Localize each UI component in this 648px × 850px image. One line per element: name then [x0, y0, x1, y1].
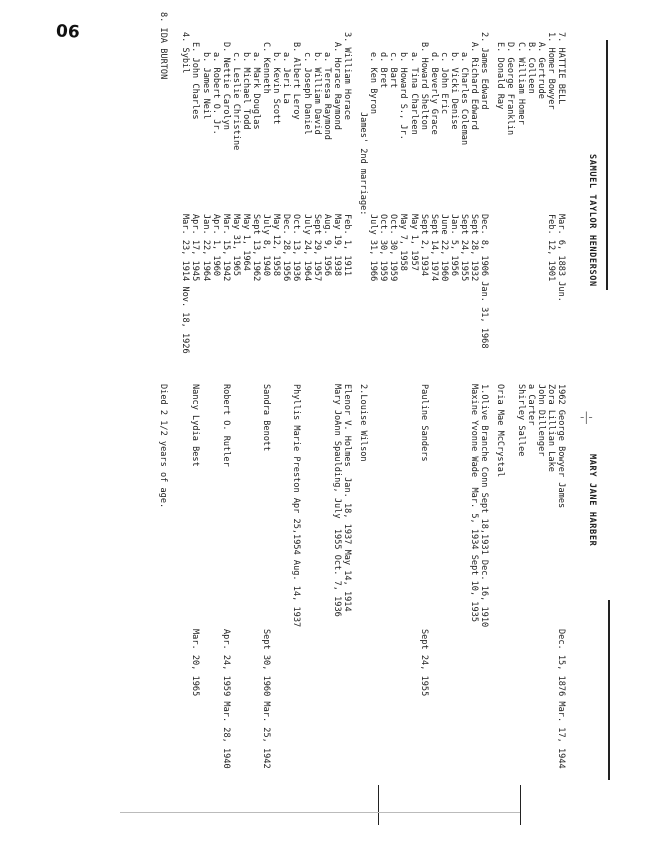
- record-name: b. Kevin Scott: [271, 52, 282, 125]
- record-date: May 1, 1964: [241, 214, 251, 271]
- record-date: Jan. 5, 1956: [449, 214, 459, 277]
- record-name: A. Richard Edward: [469, 42, 480, 130]
- record-name: d. Bret: [378, 52, 389, 89]
- record-date: Mar. 6, 1883 Jun.: [556, 214, 566, 302]
- record-spouse-dates: Dec. 15, 1876 Mar. 17, 1944: [556, 629, 566, 769]
- record-name: 3. William Horace: [342, 32, 352, 120]
- record-name: c. Bart: [388, 52, 399, 89]
- record-name: B. Albert Leroy: [291, 42, 302, 120]
- record-name: a. Jeri La: [281, 52, 292, 104]
- record-date: Oct. 13, 1936: [291, 214, 302, 282]
- record-date: Sept 28, 1932: [469, 214, 480, 282]
- margin-rule-top: [606, 40, 608, 290]
- record-name: A. Horace Raymond: [331, 42, 342, 130]
- record-name: 7. HATTIE BELL: [556, 32, 566, 105]
- record-name: e. Ken Byron: [368, 52, 379, 115]
- record-name: D. Nettie Carolyn: [220, 42, 231, 130]
- record-date: Dec. 28, 1956: [281, 214, 292, 282]
- record-spouse: a Carter: [525, 384, 536, 426]
- record-name: E. Donald Ray: [495, 42, 506, 110]
- record-date: May 19, 1938: [331, 214, 342, 277]
- record-date: May 1, 1957: [408, 214, 419, 271]
- record-name: c. Leslie Christine: [230, 52, 241, 151]
- record-name: a. Charles Coleman: [459, 52, 470, 146]
- record-name: c. John Eric: [438, 52, 449, 115]
- record-name: b. Howard S., Jr.: [398, 52, 409, 140]
- record-date: Apr. 17, 1945: [190, 214, 201, 282]
- record-spouse: Phyllis Marie Preston Apr 25,1954 Aug. 14, 1937: [291, 384, 302, 628]
- record-date: Oct. 30, 1959: [388, 214, 399, 282]
- record-name: A. Gertrude: [535, 42, 546, 99]
- record-date: Apr. 1, 1960: [210, 214, 221, 277]
- record-spouse: Oria Mae McCrystal: [495, 384, 506, 478]
- record-date: Sept 13, 1962: [251, 214, 262, 282]
- record-spouse: Nancy Lydia Best: [190, 384, 201, 467]
- record-name: B. Howard Shelton: [418, 42, 429, 130]
- record-name: 8. IDA BURTON: [158, 12, 169, 80]
- record-spouse-dates: Apr. 24, 1959 Mar. 28, 1940: [220, 629, 231, 769]
- record-date: Aug. 9, 1956: [321, 214, 332, 277]
- record-name: a. Mark Douglas: [251, 52, 262, 130]
- record-spouse: John Dillenger: [535, 384, 546, 457]
- record-spouse: Robert O. Rutler: [220, 384, 231, 467]
- record-name: C. Kenneth: [261, 42, 272, 94]
- record-name: a. Robert O. Jr.: [210, 52, 221, 135]
- page-number: 06: [55, 21, 81, 43]
- record-name: b. Vicki Denise: [449, 52, 459, 130]
- father-heading: SAMUEL TAYLOR HENDERSON: [587, 154, 597, 287]
- record-date: July 31, 1966: [368, 214, 379, 282]
- record-name: b. Michael Todd: [241, 52, 251, 130]
- record-name: 4. Sybil: [180, 32, 191, 74]
- margin-rule-bottom: [608, 600, 610, 780]
- record-date: Feb. 12, 1901: [545, 214, 556, 282]
- record-date: Jan. 22, 1964: [200, 214, 211, 282]
- record-spouse-dates: Sept 30, 1960 Mar. 25, 1942: [261, 629, 272, 769]
- record-name: a. Teresa Raymond: [321, 52, 332, 140]
- record-name: C. William Homer: [515, 42, 526, 125]
- rotated-content: [0, 12, 600, 824]
- record-spouse: 1962 George Bowyer James: [556, 384, 566, 509]
- record-spouse: Sandra Benott: [261, 384, 272, 452]
- record-name: D. George Franklin: [505, 42, 516, 136]
- record-name: b. James Neil: [200, 52, 211, 120]
- record-name: B. Colleen: [525, 42, 536, 94]
- punch-mark: -|-: [580, 410, 593, 424]
- record-name: 1. Homer Bowyer: [545, 32, 556, 110]
- record-date: Mar. 23, 1914 Nov. 18, 1926: [180, 214, 191, 354]
- record-date: May 31, 1965: [230, 214, 241, 277]
- record-name: E. John Charles: [190, 42, 201, 120]
- record-date: Sept 14, 1974: [428, 214, 439, 282]
- record-spouse: Pauline Sanders: [418, 384, 429, 462]
- mother-heading: MARY JANE HARBER: [587, 454, 597, 547]
- record-date: Feb. 1, 1911: [342, 214, 352, 277]
- record-date: July 24, 1964: [301, 214, 312, 282]
- record-date: Dec. 8, 1906 Jan. 31, 1968: [479, 214, 490, 349]
- record-date: May 7, 1958: [398, 214, 409, 271]
- record-spouse: 1.Olive Branche Conn Sept 18,1931 Dec. 16, 1910: [479, 384, 490, 628]
- record-date: Sept 29, 1957: [311, 214, 322, 282]
- record-name: a. Tina Charleen: [408, 52, 419, 135]
- record-date: June 22, 1960: [438, 214, 449, 282]
- record-date: Sept 24, 1955: [459, 214, 470, 282]
- record-spouse: Maxine Yvonne Wade Mar. 5, 1934 Sept 10, 1935: [469, 384, 480, 622]
- record-spouse: Mary JoAnn Spaulding, July 1955 Oct. 7, 1936: [331, 384, 342, 617]
- record-date: Mar. 15, 1942: [220, 214, 231, 282]
- record-spouse-dates: Mar. 20, 1965: [190, 629, 201, 697]
- record-spouse: 2.Louise Wilson: [358, 384, 369, 462]
- record-date: May 12, 1958: [271, 214, 282, 277]
- record-name: James' 2nd marriage:: [358, 112, 369, 216]
- record-name: c. Joseph Daniel: [301, 52, 312, 135]
- record-date: July 8, 1940: [261, 214, 272, 277]
- record-date: Sept 2, 1934: [418, 214, 429, 277]
- record-spouse-dates: Sept 24, 1955: [418, 629, 429, 697]
- record-spouse: Elenor V. Holmes Jan. 18, 1937 May 14, 1914: [342, 384, 352, 612]
- record-name: 2. James Edward: [479, 32, 490, 110]
- record-name: d. Beverly Grace: [428, 52, 439, 135]
- record-spouse: Died 2 1/2 years of age.: [158, 384, 169, 509]
- record-spouse: Shirley Sallee: [515, 384, 526, 457]
- record-date: Oct. 30, 1959: [378, 214, 389, 282]
- record-spouse: Zora Lillian Lake: [545, 384, 556, 472]
- record-name: b. William David: [311, 52, 322, 135]
